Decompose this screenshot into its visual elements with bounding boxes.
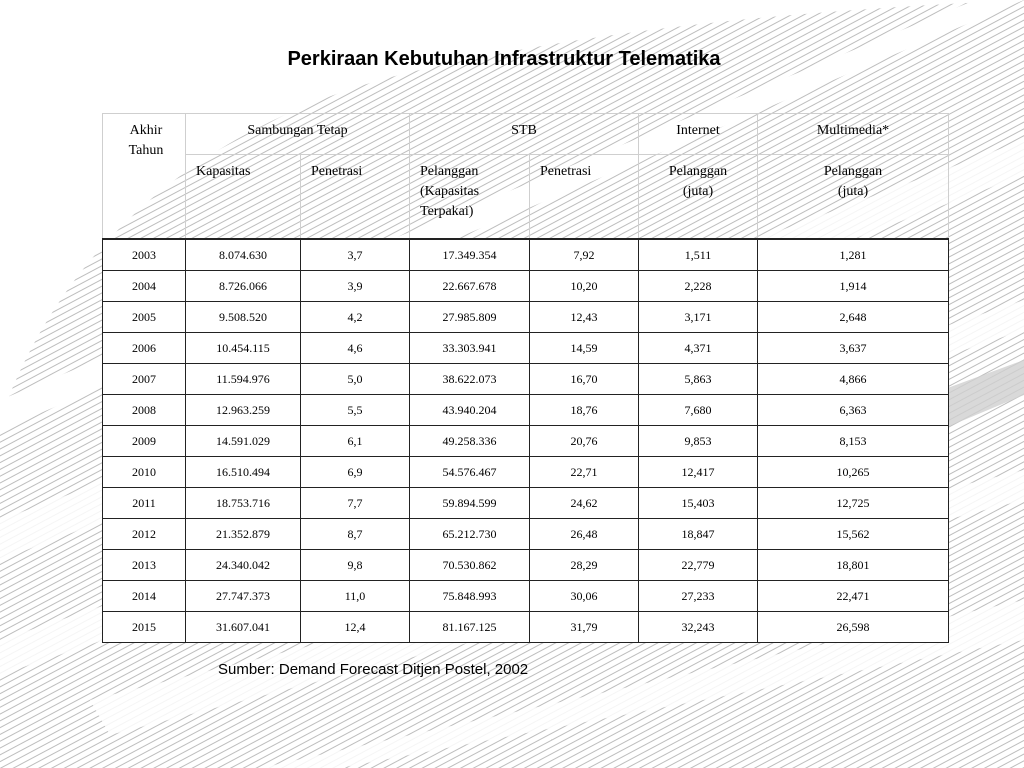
- cell-internet: 3,171: [639, 302, 758, 333]
- header-multimedia: Multimedia*: [758, 114, 949, 155]
- cell-multimedia: 3,637: [758, 333, 949, 364]
- table-body: [103, 239, 949, 643]
- cell-internet: 7,680: [639, 395, 758, 426]
- cell-pelanggan-stb: 43.940.204: [410, 395, 530, 426]
- header-pelanggan-internet: Pelanggan (juta): [639, 155, 758, 240]
- cell-kapasitas: 21.352.879: [186, 519, 301, 550]
- cell-penetrasi-st: 7,7: [301, 488, 410, 519]
- cell-kapasitas: 14.591.029: [186, 426, 301, 457]
- cell-year: 2004: [103, 271, 186, 302]
- cell-multimedia: 15,562: [758, 519, 949, 550]
- table-row: [103, 333, 949, 364]
- table-row: [103, 302, 949, 333]
- cell-pelanggan-stb: 33.303.941: [410, 333, 530, 364]
- source-note: Sumber: Demand Forecast Ditjen Postel, 2002: [218, 661, 529, 678]
- cell-multimedia: 22,471: [758, 581, 949, 612]
- cell-year: 2009: [103, 426, 186, 457]
- cell-penetrasi-stb: 24,62: [530, 488, 639, 519]
- cell-internet: 5,863: [639, 364, 758, 395]
- cell-penetrasi-st: 3,7: [301, 239, 410, 271]
- cell-year: 2011: [103, 488, 186, 519]
- cell-kapasitas: 16.510.494: [186, 457, 301, 488]
- cell-kapasitas: 11.594.976: [186, 364, 301, 395]
- cell-internet: 27,233: [639, 581, 758, 612]
- header-sambungan-tetap: Sambungan Tetap: [186, 114, 410, 155]
- cell-multimedia: 1,914: [758, 271, 949, 302]
- header-pelanggan-stb: Pelanggan (Kapasitas Terpakai): [410, 155, 530, 240]
- infrastructure-table: [102, 113, 949, 643]
- cell-penetrasi-st: 12,4: [301, 612, 410, 643]
- cell-penetrasi-stb: 7,92: [530, 239, 639, 271]
- cell-internet: 4,371: [639, 333, 758, 364]
- cell-pelanggan-stb: 75.848.993: [410, 581, 530, 612]
- cell-penetrasi-stb: 14,59: [530, 333, 639, 364]
- table-row: [103, 550, 949, 581]
- cell-penetrasi-stb: 26,48: [530, 519, 639, 550]
- cell-kapasitas: 24.340.042: [186, 550, 301, 581]
- cell-penetrasi-st: 9,8: [301, 550, 410, 581]
- cell-multimedia: 6,363: [758, 395, 949, 426]
- header-kapasitas: Kapasitas: [186, 155, 301, 240]
- cell-multimedia: 1,281: [758, 239, 949, 271]
- cell-multimedia: 18,801: [758, 550, 949, 581]
- table-row: [103, 271, 949, 302]
- cell-year: 2015: [103, 612, 186, 643]
- table-row: [103, 457, 949, 488]
- cell-penetrasi-st: 11,0: [301, 581, 410, 612]
- cell-penetrasi-st: 5,5: [301, 395, 410, 426]
- cell-pelanggan-stb: 59.894.599: [410, 488, 530, 519]
- cell-pelanggan-stb: 81.167.125: [410, 612, 530, 643]
- header-row-subcolumns: [103, 155, 949, 240]
- cell-year: 2003: [103, 239, 186, 271]
- cell-penetrasi-st: 4,2: [301, 302, 410, 333]
- cell-kapasitas: 8.726.066: [186, 271, 301, 302]
- cell-kapasitas: 18.753.716: [186, 488, 301, 519]
- cell-internet: 2,228: [639, 271, 758, 302]
- cell-penetrasi-stb: 28,29: [530, 550, 639, 581]
- cell-year: 2010: [103, 457, 186, 488]
- cell-multimedia: 12,725: [758, 488, 949, 519]
- cell-pelanggan-stb: 38.622.073: [410, 364, 530, 395]
- cell-kapasitas: 12.963.259: [186, 395, 301, 426]
- cell-penetrasi-st: 6,1: [301, 426, 410, 457]
- cell-year: 2005: [103, 302, 186, 333]
- cell-pelanggan-stb: 22.667.678: [410, 271, 530, 302]
- header-penetrasi-stb: Penetrasi: [530, 155, 639, 240]
- cell-penetrasi-stb: 10,20: [530, 271, 639, 302]
- table-row: [103, 426, 949, 457]
- cell-pelanggan-stb: 49.258.336: [410, 426, 530, 457]
- cell-multimedia: 4,866: [758, 364, 949, 395]
- table-row: [103, 239, 949, 271]
- cell-penetrasi-stb: 16,70: [530, 364, 639, 395]
- cell-penetrasi-st: 6,9: [301, 457, 410, 488]
- header-internet: Internet: [639, 114, 758, 155]
- cell-penetrasi-stb: 30,06: [530, 581, 639, 612]
- header-row-groups: [103, 114, 949, 155]
- cell-internet: 18,847: [639, 519, 758, 550]
- table-row: [103, 519, 949, 550]
- cell-internet: 12,417: [639, 457, 758, 488]
- cell-year: 2008: [103, 395, 186, 426]
- header-penetrasi-st: Penetrasi: [301, 155, 410, 240]
- cell-pelanggan-stb: 27.985.809: [410, 302, 530, 333]
- header-pelanggan-multimedia: Pelanggan (juta): [758, 155, 949, 240]
- table-row: [103, 395, 949, 426]
- cell-kapasitas: 27.747.373: [186, 581, 301, 612]
- cell-penetrasi-st: 8,7: [301, 519, 410, 550]
- cell-multimedia: 26,598: [758, 612, 949, 643]
- cell-internet: 9,853: [639, 426, 758, 457]
- cell-penetrasi-st: 3,9: [301, 271, 410, 302]
- table-row: [103, 581, 949, 612]
- cell-year: 2007: [103, 364, 186, 395]
- cell-pelanggan-stb: 17.349.354: [410, 239, 530, 271]
- cell-pelanggan-stb: 65.212.730: [410, 519, 530, 550]
- cell-kapasitas: 10.454.115: [186, 333, 301, 364]
- table-row: [103, 612, 949, 643]
- cell-kapasitas: 8.074.630: [186, 239, 301, 271]
- cell-year: 2013: [103, 550, 186, 581]
- cell-multimedia: 10,265: [758, 457, 949, 488]
- table-row: [103, 488, 949, 519]
- cell-pelanggan-stb: 54.576.467: [410, 457, 530, 488]
- page-title: Perkiraan Kebutuhan Infrastruktur Telematika: [287, 48, 721, 70]
- table-row: [103, 364, 949, 395]
- cell-penetrasi-st: 4,6: [301, 333, 410, 364]
- cell-multimedia: 2,648: [758, 302, 949, 333]
- cell-internet: 22,779: [639, 550, 758, 581]
- cell-kapasitas: 9.508.520: [186, 302, 301, 333]
- cell-year: 2012: [103, 519, 186, 550]
- cell-internet: 1,511: [639, 239, 758, 271]
- cell-penetrasi-stb: 12,43: [530, 302, 639, 333]
- cell-internet: 15,403: [639, 488, 758, 519]
- cell-penetrasi-stb: 20,76: [530, 426, 639, 457]
- cell-penetrasi-stb: 22,71: [530, 457, 639, 488]
- cell-multimedia: 8,153: [758, 426, 949, 457]
- header-akhir-tahun: Akhir Tahun: [103, 114, 186, 240]
- cell-year: 2006: [103, 333, 186, 364]
- cell-penetrasi-stb: 31,79: [530, 612, 639, 643]
- cell-kapasitas: 31.607.041: [186, 612, 301, 643]
- cell-penetrasi-stb: 18,76: [530, 395, 639, 426]
- header-stb: STB: [410, 114, 639, 155]
- cell-internet: 32,243: [639, 612, 758, 643]
- cell-pelanggan-stb: 70.530.862: [410, 550, 530, 581]
- cell-penetrasi-st: 5,0: [301, 364, 410, 395]
- cell-year: 2014: [103, 581, 186, 612]
